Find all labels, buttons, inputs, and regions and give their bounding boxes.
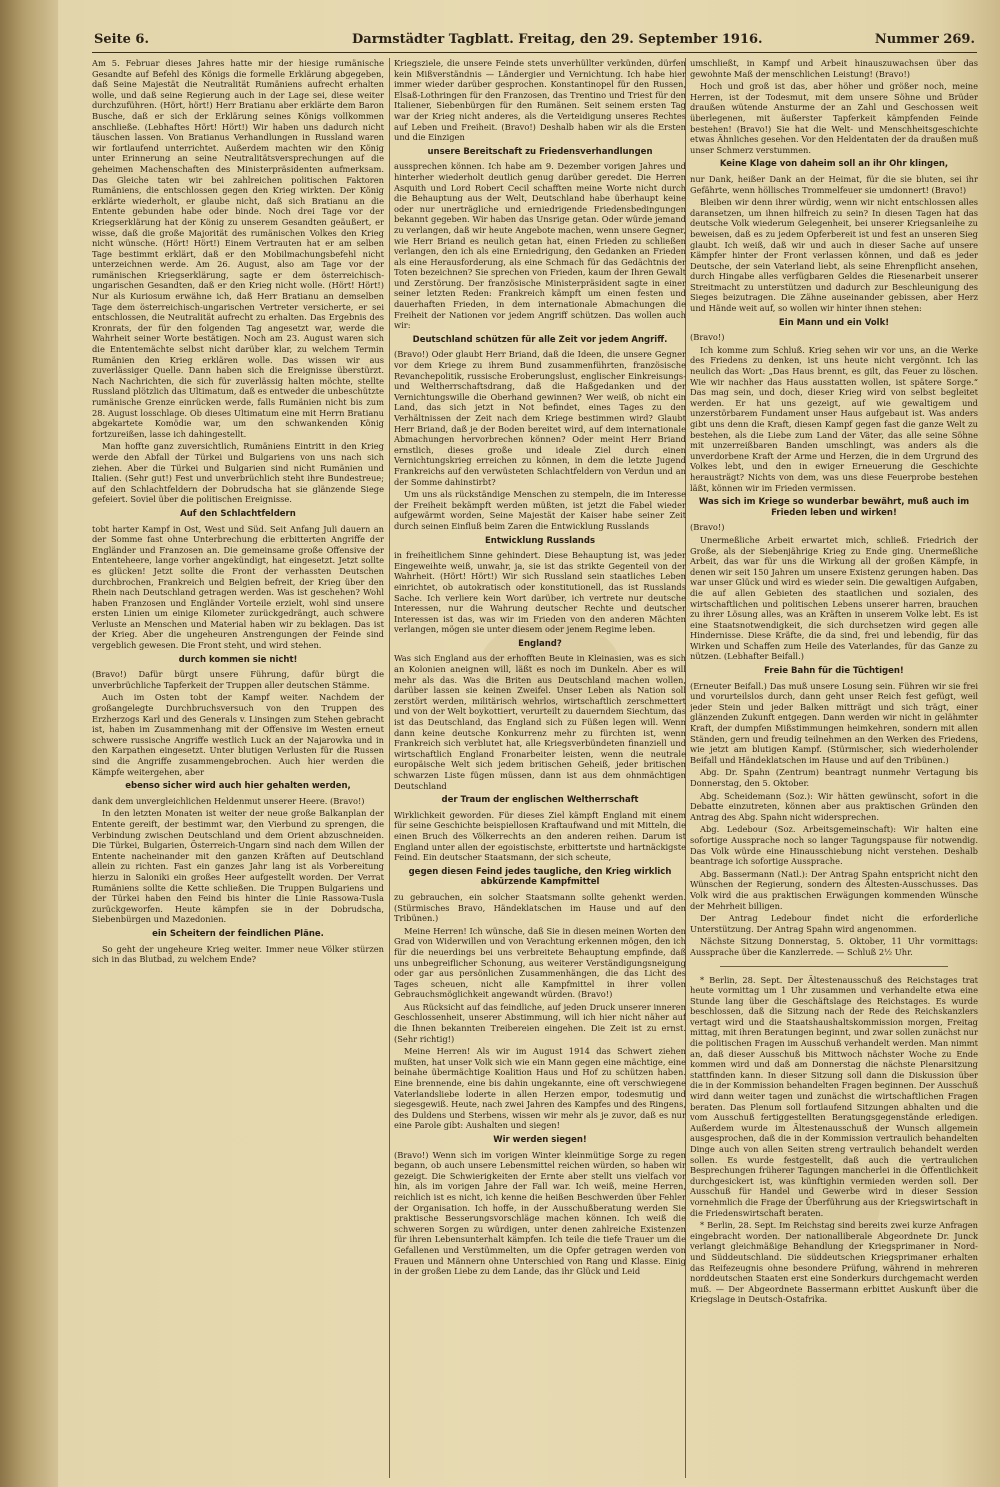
section-heading: Wir werden siegen! bbox=[493, 1135, 587, 1145]
issue-number: Nummer 269. bbox=[874, 32, 975, 47]
paragraph: Bleiben wir denn ihrer würdig, wenn wir nicht entschlossen alles daransetzen, um ihnen hilfreich zu sein? In diesen Tagen hat das deutsche Volk wiederum Gelegenheit, bei unserer Kriegsanleihe zu beweisen, daß es zu jedem Opferbereit ist und fest an unseren Sieg glaubt. Ich weiß, daß wir und auch in dieser Sache auf unsere Kämpfer hinter der Front verlassen können, und daß es jeder Deutsche, der sein Vaterland liebt, als seine Ehrenpflicht ansehen, durch Hingabe alles verfügbaren Geldes die Riesenarbeit unserer Streitmacht zu unterstützen und dadurch zur Beschleunigung des Sieges beizutragen. Die Zähne auseinander gebissen, aber Herz und Hände weit auf, so wollen wir hinter ihnen stehen: bbox=[690, 197, 978, 314]
section-heading: Was sich im Kriege so wunderbar bewährt, muß auch im Frieden leben und wirken! bbox=[698, 497, 970, 518]
news-item: * Berlin, 28. Sept. Der Ältestenausschuß des Reichstages trat heute vormittag um 1 Uhr zusammen und verhandelte etwa eine Stunde lang über die Geschäftslage des Reichstages. Es wurde beschlossen, daß die Sitzung nach der Rede des Reichskanzlers vertagt wird und die Staatshaushaltskommission morgen, Freitag mittag, mit ihren Beratungen beginnt, und zwar sollen zunächst nur die politischen Fragen im Ausschuß verhandelt werden. Man nimmt an, daß dieser Ausschuß bis Mittwoch nächster Woche zu Ende kommen wird und daß am Donnerstag die nächste Plenarsitzung stattfinden kann. In dieser Sitzung soll dann die Diskussion über die in der Kommission behandelten Fragen beginnen. Der Ausschuß wird dann weiter tagen und zunächst die wirtschaftlichen Fragen beraten. Das Plenum soll fortlaufend Sitzungen abhalten und die vom Ausschuß fertiggestellten Beratungsgegenstände erledigen. Außerdem wurde im Ältestenausschuß der Wunsch allgemein ausgesprochen, daß die in der Kommission vertraulich behandelten Dinge auch von allen Seiten streng vertraulich behandelt werden sollen. Es wurde festgestellt, daß auch die vertraulichen Besprechungen früherer Tagungen mancherlei in die Öffentlichkeit durchgesickert ist, was künftighin vermieden werden soll. Der Ausschuß für Handel und Gewerbe wird in dieser Session vornehmlich die Frage der Überführung aus der Kriegswirtschaft in die Friedenswirtschaft beraten. bbox=[690, 974, 978, 1218]
section-heading: Keine Klage von daheim soll an ihr Ohr klingen, bbox=[719, 159, 949, 170]
paragraph: Abg. Ledebour (Soz. Arbeitsgemeinschaft): Wir halten eine sofortige Aussprache noch so langer Tagungspause für notwendig. Das Volk würde eine Hinausschiebung nicht verstehen. Deshalb beantrage ich sofortige Aussprache. bbox=[690, 824, 978, 867]
paragraph: So geht der ungeheure Krieg weiter. Immer neue Völker stürzen sich in das Blutbad, zu welchem Ende? bbox=[92, 943, 384, 965]
paragraph: Wirklichkeit geworden. Für dieses Ziel kämpft England mit einem für seine Geschichte beispiellosen Kraftaufwand und mit Mitteln, die einen Bruch des Völkerrechts an den anderen reihen. Darum ist England unter allen der egoistischste, erbittertste und hartnäckigste Feind. Ein deutscher Staatsmann, der sich scheute, bbox=[394, 809, 686, 863]
paragraph: Der Antrag Ledebour findet nicht die erforderliche Unterstützung. Der Antrag Spahn wird angenommen. bbox=[690, 913, 978, 934]
paragraph: dank dem unvergleichlichen Heldenmut unserer Heere. (Bravo!) bbox=[92, 795, 365, 806]
paragraph: Kriegsziele, die unsere Feinde stets unverhüllter verkünden, dürfen kein Mißverständnis — Ländergier und Vernichtung. Ich habe hier immer wieder darüber gesprochen. Konstantinopel für den Russen, Elsaß-Lothringen für den Franzosen, das Trentino und Triest für den Italiener, Siebenbürgen für den Rumänen. Seit seinem ersten Tag war der Krieg nicht anderes, als die Verteidigung unseres Rechtes auf Leben und Freiheit. (Bravo!) Deshalb haben wir als die Ersten und die Einzigen bbox=[394, 58, 686, 143]
section-heading: ein Scheitern der feindlichen Pläne. bbox=[152, 928, 324, 939]
paragraph: In den letzten Monaten ist weiter der neue große Balkanplan der Entente gereift, der bestimmt war, den Vierbund zu sprengen, die Verbindung zwischen Deutschland und dem Orient abzuschneiden. Die Türkei, Bulgarien, Österreich-Ungarn sind nach dem Willen der Entente nacheinander mit den ganzen Kräften auf Deutschland allein zu richten. Fast ein ganzes Jahr lang ist als Vorbereitung hierzu in Saloniki ein großes Heer aufgestellt worden. Der Verrat Rumäniens sollte die Kette schließen. Die Truppen Bulgariens und der Türkei haben den Feind bis hinter die Linie Rassowa-Tusla zurückgeworfen. Heute kämpfen sie in der Dobrudscha, Siebenbürgen und Mazedonien. bbox=[92, 808, 384, 925]
paragraph: (Bravo!) Dafür bürgt unsere Führung, dafür bürgt die unverbrüchliche Tapferkeit der Truppen aller deutschen Stämme. bbox=[92, 669, 384, 690]
paragraph: Meine Herren! Ich wünsche, daß Sie in diesen meinen Worten den Grad von Widerwillen und von Verachtung erkennen mögen, den ich für die neuerdings bei uns verbreitete Behauptung empfinde, daß uns unbegreiflicher Schonung, aus weiterer Verständigungsneigung oder gar aus persönlichen Zusammenhängen, die das Licht des Tages scheuen, nicht alle Kampfmittel in ihrer vollen Gebrauchsmöglichkeit angewandt würden. (Bravo!) bbox=[394, 925, 686, 1000]
article-separator bbox=[720, 966, 948, 967]
section-heading: Entwicklung Russlands bbox=[485, 535, 595, 546]
paragraph: Aus Rücksicht auf das feindliche, auf jeden Druck unserer inneren Geschlossenheit, unserer Abstimmung, will ich hier nicht näher auf die Ihnen bekannten Treibereien eingehen. Die Zeit ist zu ernst. (Sehr richtig!) bbox=[394, 1001, 686, 1044]
paragraph: Nächste Sitzung Donnerstag, 5. Oktober, 11 Uhr vormittags: Aussprache über die Kanzlerrede. — Schluß 2½ Uhr. bbox=[690, 936, 978, 957]
paragraph: Unermeßliche Arbeit erwartet mich, schließ. Friedrich der Große, als der Siebenjährige Krieg zu Ende ging. Unermeßliche Arbeit, das war für uns die Wirkung all der großen Kämpfe, in denen wir seit 150 Jahren um unsere Existenz gerungen haben. Das war unser Glück und wird es wieder sein. Die gewaltigen Aufgaben, die auf allen Gebieten des staatlichen und sozialen, des wirtschaftlichen und politischen Lebens unserer harren, brauchen zu ihrer Lösung alles, was an Kräften in unserem Volke lebt. Es ist eine Staatsnotwendigkeit, die sich durchsetzen wird gegen alle Hindernisse. Diese Kräfte, die da sind, frei und lebendig, für das Wirken und Schaffen zum Heile des Vaterlandes, für das Ganze zu nützen. (Lebhafter Beifall.) bbox=[690, 534, 978, 662]
paragraph: Hoch und groß ist das, aber höher und größer noch, meine Herren, ist der Todesmut, mit dem unsere Söhne und Brüder draußen wütende Ansturme der an Zahl und Geschossen weit überlegenen, mit äußerster Tapferkeit kämpfenden Feinde bestehen! (Bravo!) Sie hat die Welt- und Menschheitsgeschichte etwas Ähnliches gesehen. Vor den Heldentaten der da draußen muß unser Schmerz verstummen. bbox=[690, 81, 978, 155]
page-number: Seite 6. bbox=[94, 32, 149, 47]
section-heading: Deutschland schützen für alle Zeit vor jedem Angriff. bbox=[412, 334, 668, 345]
paragraph: Abg. Bassermann (Natl.): Der Antrag Spahn entspricht nicht den Wünschen der Regierung, sondern des Ältesten-Ausschusses. Das Volk wird die aus praktischen Erwägungen kommenden Wünsche der Mehrheit billigen. bbox=[690, 868, 978, 911]
paragraph: (Bravo!) bbox=[690, 522, 725, 533]
paragraph: Auch im Osten tobt der Kampf weiter. Nachdem der großangelegte Durchbruchsversuch von den Truppen des Erzherzogs Karl und des Generals v. Linsingen zum Stehen gebracht ist, haben im Zusammenhang mit der Offensive im Westen erneut schwere russische Angriffe westlich Luck an der Najarowka und in den Karpathen eingesetzt. Unter blutigen Verlusten für die Russen sind die Angriffe zusammengebrochen. Auch hier werden die Kämpfe weitergehen, aber bbox=[92, 692, 384, 777]
article-column-2 bbox=[394, 58, 686, 1478]
column-rule bbox=[389, 58, 390, 1478]
paragraph: (Bravo!) bbox=[690, 332, 725, 343]
section-heading: ebenso sicher wird auch hier gehalten werden, bbox=[125, 781, 351, 792]
section-heading: Ein Mann und ein Volk! bbox=[778, 317, 890, 328]
paragraph: Man hoffte ganz zuversichtlich, Rumäniens Eintritt in den Krieg werde den Abfall der Türkei und Bulgariens von uns nach sich ziehen. Aber die Türkei und Bulgarien sind nicht Rumänien und Italien. (Sehr gut!) Fest und unverbrüchlich steht ihre Bundestreue; auf den Schlachtfeldern der Dobrudscha hat sie glänzende Siege gefeiert. Soviel über die politischen Ereignisse. bbox=[92, 441, 384, 505]
paragraph: umschließt, in Kampf und Arbeit hinauszuwachsen über das gewohnte Maß der menschlichen Leistung! (Bravo!) bbox=[690, 58, 978, 79]
news-item: * Berlin, 28. Sept. Im Reichstag sind bereits zwei kurze Anfragen eingebracht worden. Der nationalliberale Abgeordnete Dr. Junck verlangt gleichmäßige Behandlung der Kriegsprimaner in Nord- und Süddeutschland. Die süddeutschen Kriegsprimaner erhalten das Reifezeugnis ohne besondere Prüfung, während in mehreren norddeutschen Staaten erst eine Sonderkurs durchgemacht werden muß. — Der Abgeordnete Bassermann erbittet Auskunft über die Kriegslage in Deutsch-Ostafrika. bbox=[690, 1220, 978, 1305]
section-heading: gegen diesen Feind jedes taugliche, den Krieg wirklich abkürzende Kampfmittel bbox=[408, 866, 672, 888]
section-heading: Freie Bahn für die Tüchtigen! bbox=[764, 666, 904, 677]
paragraph: Am 5. Februar dieses Jahres hatte mir der hiesige rumänische Gesandte auf Befehl des Königs die formelle Erklärung abgegeben, daß Seine Majestät die Neutralität Rumäniens aufrecht erhalten wolle, und daß seine Regierung auch in der Lage sei, diese weiter durchzuführen. (Hört, hört!) Herr Bratianu aber erklärte dem Baron Busche, daß er sich der Erklärung seines Königs vollkommen anschließe. (Lebhaftes Hört! Hört!) Wir haben uns dadurch nicht täuschen lassen. Von Bratianus Verhandlungen in Russland waren wir fortlaufend unterrichtet. Außerdem machten wir den König unter Erinnerung an seine Neutralitätsversprechungen auf die geheimen Machenschaften des Ministerpräsidenten aufmerksam. Das Gleiche taten wir bei zahlreichen politischen Faktoren Rumäniens, die entschlossen gegen den Krieg wirkten. Der König erklärte wiederholt, er glaube nicht, daß sich Bratianu an die Entente gebunden habe oder binde. Noch drei Tage vor der Kriegserklärung hat der König zu unserem Gesandten geäußert, er wisse, daß die große Majorität des rumänischen Volkes den Krieg nicht wünsche. (Hört! Hört!) Einem Vertrauten hat er am selben Tage bestimmt erklärt, daß er den Mobilmachungsbefehl nicht unterzeichnen werde. Am 26. August, also am Tage vor der rumänischen Kriegserklärung, sagte er dem österreichisch-ungarischen Gesandten, daß er den Krieg nicht wolle. (Hört! Hört!) Nur als Kuriosum erwähne ich, daß Herr Bratianu an demselben Tage dem österreichisch-ungarischen Vertreter versicherte, er sei entschlossen, die Neutralität aufrecht zu erhalten. Das Ergebnis des Kronrats, der für den folgenden Tag angesetzt war, werde die Wahrheit seiner Worte bestätigen. Noch am 23. August waren sich die Ententemächte selbst nicht darüber klar, zu welchem Termin Rumänien den Krieg erklären wolle. Das wissen wir aus zuverlässiger Quelle. Dann haben sich die Ereignisse überstürzt. Nach Nachrichten, die sich für zuverlässig halten möchte, stellte Russland plötzlich das Ultimatum, daß es entweder die unbeschützte rumänische Grenze einrücken werde, falls Rumänien nicht bis zum 28. August losschlage. Ob dieses Ultimatum eine mit Herrn Bratianu abgekartete Komödie war, um den schwankenden König fortzureißen, lasse ich dahingestellt. bbox=[92, 58, 384, 439]
paragraph: Abg. Scheidemann (Soz.): Wir hätten gewünscht, sofort in die Debatte einzutreten, können aber aus praktischen Gründen den Antrag des Abg. Spahn nicht widersprechen. bbox=[690, 790, 978, 822]
page-binding-gutter bbox=[0, 0, 58, 1487]
paragraph: (Erneuter Beifall.) Das muß unsere Losung sein. Führen wir sie frei und vorurteilslos durch, dann geht unser Reich fest gefügt, weil jeder Stein und jeder Balken mitträgt und sich trägt, einer glänzenden Zukunft entgegen. Dann werden wir nicht in gelähmter Kraft, der dumpfen Mißstimmungen heimkehren, sondern mit allen Ständen, gern und freudig teilnehmen an den Werken des Friedens, wie jetzt am blutigen Kampf. (Stürmischer, sich wiederholender Beifall und Händeklatschen im Hause und auf den Tribünen.) bbox=[690, 680, 978, 765]
article-column-3 bbox=[690, 58, 978, 1478]
newspaper-masthead-line: Darmstädter Tagblatt. Freitag, den 29. September 1916. bbox=[352, 32, 763, 47]
paragraph: (Bravo!) Oder glaubt Herr Briand, daß die Ideen, die unsere Gegner vor dem Kriege zu ihrem Bund zusammenführten, französische Revanchepolitik, russische Eroberungslust, englischer Einkreisungs- und Weltherrschaftsdrang, daß die Haßgedanken und der Vernichtungswille die Oberhand gewinnen? Wer weiß, ob nicht ein Land, das sich jetzt in Not befindet, eines Tages zu den Verhältnissen der Zeit nach dem Kriege bestimmen wird? Glaubt Herr Briand, daß je der Boden bereitet wird, auf dem internationale Abmachungen hervorbrechen können? Oder meint Herr Briand ernstlich, dieses große und ideale Ziel durch einen Vernichtungskrieg erreichen zu können, in dem die letzte Jugend Frankreichs auf den verwüsteten Schlachtfeldern von Verdun und an der Somme dahinstirbt? bbox=[394, 349, 686, 487]
paragraph: in freiheitlichem Sinne gehindert. Diese Behauptung ist, was jeder Eingeweihte weiß, unwahr, ja, sie ist das strikte Gegenteil von der Wahrheit. (Hört! Hört!) Wir sich Russland sein staatliches Leben einrichtet, ob autokratisch oder konstitutionell, das ist Russlands Sache. Ich verliere kein Wort darüber, ich vertrete nur deutsche Interessen, nur die Wahrung deutscher Rechte und deutscher Interessen ist das, was wir im Frieden von den anderen Mächten verlangen, mögen sie unter diesem oder jenem Regime leben. bbox=[394, 550, 686, 635]
paragraph: Meine Herren! Als wir im August 1914 das Schwert ziehen mußten, hat unser Volk sich wie ein Mann gegen eine mächtige, eine beinahe übermächtige Koalition Haus und Hof zu schützen haben. Eine brennende, eine bis dahin ungekannte, eine oft verschwiegene Vaterlandsliebe loderte in allen Herzen empor, todesmutig und siegesgewiß. Heute, nach zwei Jahren des Kampfes und des Ringens, des Duldens und Sterbens, wissen wir mehr als je zuvor, daß es nur eine Parole gibt: Aushalten und siegen! bbox=[394, 1046, 686, 1131]
paragraph: Um uns als rückständige Menschen zu stempeln, die im Interesse der Freiheit bekämpft werden müßten, ist jetzt die Fabel wieder aufgewärmt worden, Seine Majestät der Kaiser habe seiner Zeit durch seinen Einfluß beim Zaren die Entwicklung Russlands bbox=[394, 489, 686, 531]
paragraph: aussprechen können. Ich habe am 9. Dezember vorigen Jahres und hinterher wiederholt deutlich genug darüber geredet. Die Herren Asquith und Lord Robert Cecil schafften meine Worte nicht durch die Behauptung aus der Welt, Deutschland habe überhaupt keine oder nur unerträgliche und erniedrigende Friedensbedingungen bekannt gegeben. Wir haben das Unsrige getan. Oder würde jemand zu verlangen, daß wir heute Angebote machen, wenn unsere Gegner, wie Herr Briand es neulich getan hat, einen Frieden zu schließen verlangen, den ich als eine Erniedrigung, den Gedanken an Frieden als eine Herausforderung, als eine Schmach für das Gedächtnis der Toten bezeichnen? Sie sprechen von Frieden, kaum der Ihren Gewalt und Zerstörung. Der französische Ministerpräsident sagte in einer seiner letzten Reden: Frankreich kämpft um einen festen und dauerhaften Frieden, in dem internationale Abmachungen die Freiheit der Nationen vor jedem Angriff schützen. Das wollen auch wir: bbox=[394, 161, 686, 331]
paragraph: (Bravo!) Wenn sich im vorigen Winter kleinmütige Sorge zu regen begann, ob auch unsere Lebensmittel reichen würden, so haben wir gezeigt. Die Schwierigkeiten der Ernte aber stellt uns vielfach vor hin, als im vorigen Jahre der Fall war. Ich weiß, meine Herren, reichlich ist es nicht, ich kenne die heißen Beschwerden über Fehler der Organisation. Ich hoffe, in der Ausschußberatung werden Sie praktische Besserungsvorschläge machen können. Ich weiß die schweren Sorgen zu würdigen, unter denen zahlreiche Existenzen für ihren Lebensunterhalt kämpfen. Ich teile die tiefe Trauer um die Gefallenen und Verstümmelten, um die Opfer getragen werden von Frauen und Männern ohne Unterschied von Rang und Klasse. Einig in der großen Liebe zu dem Lande, das ihr Glück und Leid bbox=[394, 1149, 686, 1277]
paragraph: Ich komme zum Schluß. Krieg sehen wir vor uns, an die Werke des Friedens zu denken, ist uns heute nicht vergönnt. Ich las neulich das Wort: „Das Haus brennt, es gilt, das Feuer zu löschen. Wie wir nachher das Haus ausstatten wollen, ist spätere Sorge.“ Das mag sein, und doch, dieser Krieg wird von selbst begleitet werden. Er hat uns gezeigt, auf wie gewaltigem und unzerstörbarem Fundament unser Haus aufgebaut ist. Was anders gibt uns denn die Kraft, diesen Kampf gegen fast die ganze Welt zu bestehen, als die Liebe zum Land der Väter, das alle seine Söhne mit unzerreißbaren Banden umschlingt, was anders als die unverdorbene Kraft der Arme und Herzen, die in dem Urgrund des Volkes lebt, und den in ewiger Erneuerung die Geschichte herausträgt? Nichts von dem, was uns diese Feuerprobe bestehen läßt, können wir im Frieden vermissen. bbox=[690, 344, 978, 493]
section-heading: unsere Bereitschaft zu Friedensverhandlungen bbox=[427, 146, 653, 157]
paragraph: tobt harter Kampf in Ost, West und Süd. Seit Anfang Juli dauern an der Somme fast ohne Unterbrechung die erbitterten Angriffe der Engländer und Franzosen an. Die gemeinsame große Offensive der Ententeheere, lange vorher angekündigt, hat eingesetzt. Jetzt sollte es glücken! Jetzt sollte die Front der verhassten Deutschen durchbrochen, Frankreich und Belgien befreit, der Krieg über den Rhein nach Deutschland getragen werden. Was ist geschehen? Wohl haben Franzosen und Engländer Vorteile erzielt, wohl sind unsere ersten Linien um einige Kilometer zurückgedrängt, auch schwere Verluste an Menschen und Material haben wir zu beklagen. Das ist der Krieg. Aber die ungeheuren Anstrengungen der Feinde sind vergeblich gewesen. Die Front steht, und wird stehen. bbox=[92, 523, 384, 651]
section-heading: Auf den Schlachtfeldern bbox=[180, 508, 296, 519]
paragraph: zu gebrauchen, ein solcher Staatsmann sollte gehenkt werden. (Stürmisches Bravo, Händeklatschen im Hause und auf den Tribünen.) bbox=[394, 891, 686, 924]
section-heading: der Traum der englischen Weltherrschaft bbox=[441, 795, 639, 806]
section-heading: England? bbox=[518, 638, 562, 649]
paragraph: Abg. Dr. Spahn (Zentrum) beantragt nunmehr Vertagung bis Donnerstag, den 5. Oktober. bbox=[690, 767, 978, 788]
paragraph: Was sich England aus der erhofften Beute in Kleinasien, was es sich an Kolonien aneignen will, läßt es noch im Dunkeln. Aber es will mehr als das. Was die Briten aus Deutschland machen wollen, darüber lassen sie keinen Zweifel. Unser Leben als Nation soll zerstört werden, militärisch wehrlos, wirtschaftlich zerschmettert und von der Welt boykottiert, verurteilt zu dauerndem Siechtum, das ist das Deutschland, das England sich zu Füßen legen will. Wenn dann keine deutsche Konkurrenz mehr zu fürchten ist, wenn Frankreich sich verblutet hat, alle Kriegsverbündeten finanziell und wirtschaftlich England Fronarbeiter leisten, wenn die neutrale europäische Welt sich jedem britischen Geheiß, jeder britischen schwarzen Liste fügen müssen, dann ist aus dem ohnmächtigen Deutschland bbox=[394, 653, 686, 791]
paragraph: nur Dank, heißer Dank an der Heimat, für die sie bluten, sei ihr Gefährte, wenn höllisches Trommelfeuer sie umdonnert! (Bravo!) bbox=[690, 173, 978, 195]
article-column-1 bbox=[92, 58, 384, 1478]
section-heading: durch kommen sie nicht! bbox=[178, 654, 298, 665]
page-header bbox=[92, 30, 977, 53]
